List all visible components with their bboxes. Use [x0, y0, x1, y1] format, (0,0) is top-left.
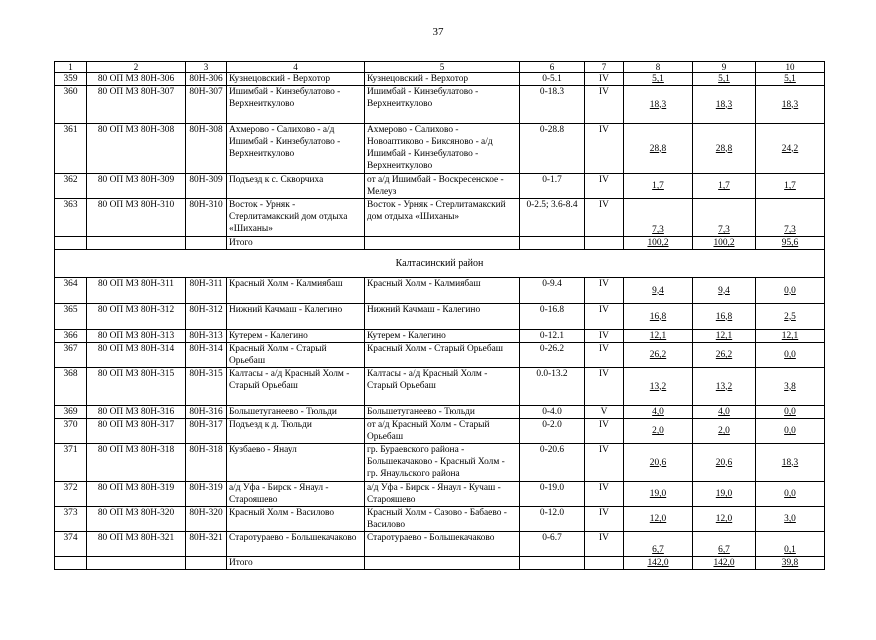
km-range: 0.0-13.2: [520, 368, 585, 406]
length-value: 4,0: [624, 406, 693, 419]
length-value: 20,6: [624, 444, 693, 482]
length-value: 7,3: [624, 199, 693, 237]
table-row: [55, 124, 825, 174]
total-value: 100,2: [693, 237, 756, 250]
km-range: 0-19.0: [520, 482, 585, 507]
km-range: 0-20.6: [520, 444, 585, 482]
length-value: 0,0: [756, 419, 825, 444]
length-value: 12,1: [624, 330, 693, 343]
road-id: 80Н-313: [186, 330, 227, 343]
km-range: 0-26.2: [520, 343, 585, 368]
table-row: [55, 368, 825, 406]
road-category: IV: [585, 199, 624, 237]
table-row: [55, 343, 825, 368]
road-route: а/д Уфа - Бирск - Янаул - Кучаш - Старояшево: [365, 482, 520, 507]
length-value: 19,0: [693, 482, 756, 507]
length-value: 5,1: [624, 73, 693, 86]
road-id: 80Н-321: [186, 532, 227, 557]
row-number: 374: [55, 532, 87, 557]
total1-body: [55, 237, 825, 278]
length-value: 19,0: [624, 482, 693, 507]
km-range: 0-4.0: [520, 406, 585, 419]
road-name: Большетуганеево - Тюльди: [227, 406, 365, 419]
length-value: 26,2: [693, 343, 756, 368]
km-range: 0-5.1: [520, 73, 585, 86]
length-value: 0,0: [756, 406, 825, 419]
total-value: 100,2: [624, 237, 693, 250]
road-route: Калтасы - а/д Красный Холм - Старый Орьебаш: [365, 368, 520, 406]
length-value: 9,4: [693, 278, 756, 304]
road-route: Большетуганеево - Тюльди: [365, 406, 520, 419]
road-route: гр. Бураевского района - Большекачаково - Красный Холм - гр. Янаульского района: [365, 444, 520, 482]
length-value: 18,3: [693, 86, 756, 124]
length-value: 18,3: [624, 86, 693, 124]
road-route: Красный Холм - Сазово - Бабаево - Василово: [365, 507, 520, 532]
length-value: 5,1: [693, 73, 756, 86]
row-number: 359: [55, 73, 87, 86]
km-range: 0-18.3: [520, 86, 585, 124]
road-route: Старотураево - Большекачаково: [365, 532, 520, 557]
road-code: 80 ОП МЗ 80Н-314: [87, 343, 186, 368]
length-value: 1,7: [756, 174, 825, 199]
length-value: 3,0: [756, 507, 825, 532]
road-id: 80Н-320: [186, 507, 227, 532]
length-value: 9,4: [624, 278, 693, 304]
length-value: 13,2: [624, 368, 693, 406]
total-row: [55, 557, 825, 570]
km-range: 0-16.8: [520, 304, 585, 330]
region-row: [55, 250, 825, 278]
road-name: а/д Уфа - Бирск - Янаул - Старояшево: [227, 482, 365, 507]
row-number: 371: [55, 444, 87, 482]
row-number: 373: [55, 507, 87, 532]
length-value: 0,1: [756, 532, 825, 557]
length-value: 3,8: [756, 368, 825, 406]
road-code: 80 ОП МЗ 80Н-319: [87, 482, 186, 507]
length-value: 28,8: [624, 124, 693, 174]
length-value: 18,3: [756, 86, 825, 124]
road-id: 80Н-310: [186, 199, 227, 237]
road-code: 80 ОП МЗ 80Н-315: [87, 368, 186, 406]
road-category: IV: [585, 532, 624, 557]
road-category: IV: [585, 444, 624, 482]
road-route: Красный Холм - Калмиябаш: [365, 278, 520, 304]
road-name: Восток - Урняк - Стерлитамакский дом отдыха «Шиханы»: [227, 199, 365, 237]
road-code: 80 ОП МЗ 80Н-317: [87, 419, 186, 444]
col-header: 4: [227, 62, 365, 73]
total-label: Итого: [227, 237, 365, 250]
row-number: 363: [55, 199, 87, 237]
length-value: 12,1: [756, 330, 825, 343]
total-value: 142,0: [624, 557, 693, 570]
length-value: 7,3: [756, 199, 825, 237]
km-range: 0-2.5; 3.6-8.4: [520, 199, 585, 237]
length-value: 12,0: [624, 507, 693, 532]
col-header: 10: [756, 62, 825, 73]
table-row: [55, 406, 825, 419]
length-value: 26,2: [624, 343, 693, 368]
road-id: 80Н-307: [186, 86, 227, 124]
road-name: Кузбаево - Янаул: [227, 444, 365, 482]
col-header: 1: [55, 62, 87, 73]
table-row: [55, 86, 825, 124]
road-route: Ахмерово - Салихово - Новоаптиково - Биксяново - а/д Ишимбай - Кинзебулатово - Верхнеиткулово: [365, 124, 520, 174]
row-number: 365: [55, 304, 87, 330]
row-number: 372: [55, 482, 87, 507]
road-category: IV: [585, 482, 624, 507]
km-range: 0-12.1: [520, 330, 585, 343]
col-header: 6: [520, 62, 585, 73]
road-code: 80 ОП МЗ 80Н-308: [87, 124, 186, 174]
km-range: 0-1.7: [520, 174, 585, 199]
road-id: 80Н-319: [186, 482, 227, 507]
col-header: 2: [87, 62, 186, 73]
road-category: IV: [585, 73, 624, 86]
row-number: 368: [55, 368, 87, 406]
road-name: Красный Холм - Старый Орьебаш: [227, 343, 365, 368]
road-route: от а/д Красный Холм - Старый Орьебаш: [365, 419, 520, 444]
table-row: [55, 444, 825, 482]
road-code: 80 ОП МЗ 80Н-320: [87, 507, 186, 532]
road-id: 80Н-308: [186, 124, 227, 174]
km-range: 0-9.4: [520, 278, 585, 304]
row-number: 367: [55, 343, 87, 368]
road-id: 80Н-312: [186, 304, 227, 330]
road-id: 80Н-311: [186, 278, 227, 304]
road-name: Кузнецовский - Верхотор: [227, 73, 365, 86]
table-row: [55, 73, 825, 86]
row-number: 370: [55, 419, 87, 444]
row-number: 366: [55, 330, 87, 343]
total-value: 39,8: [756, 557, 825, 570]
road-code: 80 ОП МЗ 80Н-313: [87, 330, 186, 343]
table-row: [55, 174, 825, 199]
road-category: IV: [585, 174, 624, 199]
road-route: Восток - Урняк - Стерлитамакский дом отдыха «Шиханы»: [365, 199, 520, 237]
length-value: 16,8: [624, 304, 693, 330]
length-value: 6,7: [624, 532, 693, 557]
road-code: 80 ОП МЗ 80Н-310: [87, 199, 186, 237]
road-route: от а/д Ишимбай - Воскресенское - Мелеуз: [365, 174, 520, 199]
road-id: 80Н-316: [186, 406, 227, 419]
length-value: 0,0: [756, 343, 825, 368]
road-name: Ахмерово - Салихово - а/д Ишимбай - Кинзебулатово - Верхнеиткулово: [227, 124, 365, 174]
road-code: 80 ОП МЗ 80Н-321: [87, 532, 186, 557]
road-code: 80 ОП МЗ 80Н-309: [87, 174, 186, 199]
table-row: [55, 419, 825, 444]
road-name: Калтасы - а/д Красный Холм - Старый Орьебаш: [227, 368, 365, 406]
header-row: [55, 62, 825, 73]
road-code: 80 ОП МЗ 80Н-307: [87, 86, 186, 124]
length-value: 12,1: [693, 330, 756, 343]
road-category: IV: [585, 507, 624, 532]
table-row: [55, 199, 825, 237]
road-category: IV: [585, 86, 624, 124]
road-name: Красный Холм - Калмиябаш: [227, 278, 365, 304]
road-category: IV: [585, 278, 624, 304]
length-value: 4,0: [693, 406, 756, 419]
road-category: IV: [585, 124, 624, 174]
length-value: 16,8: [693, 304, 756, 330]
row-number: 361: [55, 124, 87, 174]
table-row: [55, 330, 825, 343]
col-header: 3: [186, 62, 227, 73]
region-title: Калтасинский район: [55, 250, 825, 278]
col-header: 5: [365, 62, 520, 73]
table-row: [55, 278, 825, 304]
length-value: 2,0: [624, 419, 693, 444]
road-category: IV: [585, 343, 624, 368]
total-value: 95,6: [756, 237, 825, 250]
total-value: 142,0: [693, 557, 756, 570]
road-id: 80Н-318: [186, 444, 227, 482]
length-value: 2,0: [693, 419, 756, 444]
road-category: V: [585, 406, 624, 419]
length-value: 1,7: [693, 174, 756, 199]
length-value: 0,0: [756, 278, 825, 304]
road-category: IV: [585, 419, 624, 444]
length-value: 1,7: [624, 174, 693, 199]
row-number: 362: [55, 174, 87, 199]
road-route: Ишимбай - Кинзебулатово - Верхнеиткулово: [365, 86, 520, 124]
road-id: 80Н-317: [186, 419, 227, 444]
road-code: 80 ОП МЗ 80Н-316: [87, 406, 186, 419]
road-name: Старотураево - Большекачаково: [227, 532, 365, 557]
length-value: 12,0: [693, 507, 756, 532]
km-range: 0-28.8: [520, 124, 585, 174]
road-name: Подъезд к с. Скворчиха: [227, 174, 365, 199]
group2-body: [55, 278, 825, 557]
length-value: 0,0: [756, 482, 825, 507]
total-label: Итого: [227, 557, 365, 570]
road-code: 80 ОП МЗ 80Н-311: [87, 278, 186, 304]
road-name: Красный Холм - Василово: [227, 507, 365, 532]
total2-body: [55, 557, 825, 570]
road-name: Ишимбай - Кинзебулатово - Верхнеиткулово: [227, 86, 365, 124]
road-code: 80 ОП МЗ 80Н-318: [87, 444, 186, 482]
road-route: Кутерем - Калегино: [365, 330, 520, 343]
total-row: [55, 237, 825, 250]
group1-body: [55, 73, 825, 237]
road-id: 80Н-315: [186, 368, 227, 406]
length-value: 13,2: [693, 368, 756, 406]
km-range: 0-12.0: [520, 507, 585, 532]
road-code: 80 ОП МЗ 80Н-312: [87, 304, 186, 330]
length-value: 24,2: [756, 124, 825, 174]
length-value: 18,3: [756, 444, 825, 482]
road-name: Нижний Качмаш - Калегино: [227, 304, 365, 330]
road-id: 80Н-306: [186, 73, 227, 86]
km-range: 0-2.0: [520, 419, 585, 444]
length-value: 6,7: [693, 532, 756, 557]
road-route: Нижний Качмаш - Калегино: [365, 304, 520, 330]
col-header: 7: [585, 62, 624, 73]
road-category: IV: [585, 368, 624, 406]
length-value: 28,8: [693, 124, 756, 174]
row-number: 364: [55, 278, 87, 304]
road-id: 80Н-309: [186, 174, 227, 199]
table-row: [55, 482, 825, 507]
length-value: 7,3: [693, 199, 756, 237]
table-row: [55, 304, 825, 330]
page-number: 37: [432, 26, 444, 38]
row-number: 360: [55, 86, 87, 124]
table-row: [55, 532, 825, 557]
road-category: IV: [585, 330, 624, 343]
length-value: 20,6: [693, 444, 756, 482]
road-name: Кутерем - Калегино: [227, 330, 365, 343]
table-row: [55, 507, 825, 532]
road-code: 80 ОП МЗ 80Н-306: [87, 73, 186, 86]
road-name: Подъезд к д. Тюльди: [227, 419, 365, 444]
row-number: 369: [55, 406, 87, 419]
roads-table: [54, 61, 825, 570]
col-header: 9: [693, 62, 756, 73]
length-value: 2,5: [756, 304, 825, 330]
road-id: 80Н-314: [186, 343, 227, 368]
road-category: IV: [585, 304, 624, 330]
road-route: Красный Холм - Старый Орьебаш: [365, 343, 520, 368]
road-route: Кузнецовский - Верхотор: [365, 73, 520, 86]
length-value: 5,1: [756, 73, 825, 86]
km-range: 0-6.7: [520, 532, 585, 557]
col-header: 8: [624, 62, 693, 73]
